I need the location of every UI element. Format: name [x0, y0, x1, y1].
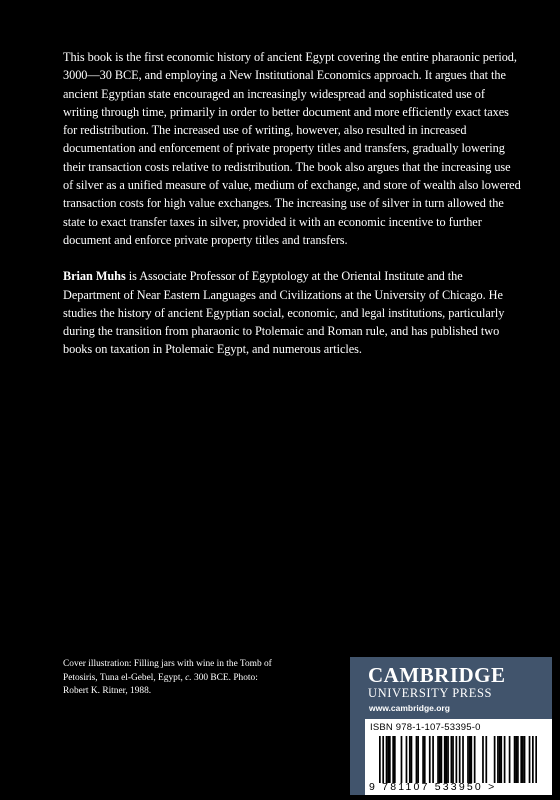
- barcode-bar: [529, 736, 531, 783]
- barcode-bar: [401, 736, 403, 783]
- barcode-bar: [522, 736, 524, 783]
- barcode-bar: [494, 736, 496, 783]
- barcode-bar: [429, 736, 431, 783]
- barcode-bar: [497, 736, 499, 783]
- barcode-bar: [386, 736, 388, 783]
- circa-abbr: c.: [185, 672, 192, 683]
- barcode-bar: [509, 736, 511, 783]
- barcode-bar: [500, 736, 502, 783]
- author-name: Brian Muhs: [63, 269, 126, 284]
- isbn-label: ISBN 978-1-107-53395-0: [370, 722, 481, 733]
- barcode-bar: [441, 736, 443, 783]
- barcode-bar: [387, 736, 389, 783]
- barcode-bar: [446, 736, 448, 783]
- barcode-bar: [515, 736, 517, 783]
- description-paragraph: This book is the first economic history of ancient Egypt covering the entire pharaonic period, 3000—30 BCE, and employing a New Institutional Economics approach. It argues that the ancient Egyptian state encouraged an increasingly widespread and sophisticated use of writing through time, primarily in order to better document and more efficiently exact taxes for redistribution. The increased use of writing, however, also resulted in increased documentation and enforcement of private property titles and transfers, gradually lowering their transaction costs relative to redistribution. The book also argues that the increasing use of silver as a unified measure of value, medium of exchange, and store of wealth also lowered transaction costs for high value exchanges. The increasing use of silver in turn allowed the state to exact transfer taxes in silver, provided it with an economic incentive to further document and enforce private property titles and transfers.: [63, 50, 521, 247]
- barcode-bar: [411, 736, 413, 783]
- author-paragraph: [63, 267, 523, 358]
- barcode-bar: [379, 736, 381, 783]
- barcode-bar: [514, 736, 516, 783]
- barcode-bar: [469, 736, 471, 783]
- barcode-bar: [524, 736, 526, 783]
- author-bio: is Associate Professor of Egyptology at the Oriental Institute and the Department of Near Eastern Languages and Civilizations at the University of Chicago. He studies the history of ancient Egyptian social, economic, and legal institutions, particularly during the transition from pharaonic to Ptolemaic and Roman rule, and has published two books on taxation in Ptolemaic Egypt, and numerous articles.: [63, 269, 505, 357]
- barcode-bar: [417, 736, 419, 783]
- barcode-bar: [485, 736, 487, 783]
- barcode-bar: [406, 736, 408, 783]
- barcode-bar: [439, 736, 441, 783]
- barcode-bar: [535, 736, 537, 783]
- barcode-bar: [532, 736, 534, 783]
- barcode-bar: [444, 736, 446, 783]
- credit-text-tail: 300 BCE. Photo: Robert K. Ritner, 1988.: [63, 672, 258, 697]
- barcode-bar: [482, 736, 484, 783]
- barcode-bar: [474, 736, 476, 783]
- barcode-bar: [416, 736, 418, 783]
- barcode-bar: [424, 736, 426, 783]
- barcode-bar: [452, 736, 454, 783]
- barcode-bar: [447, 736, 449, 783]
- barcode-bar: [382, 736, 384, 783]
- barcode-bar: [432, 736, 434, 783]
- barcode-panel: [365, 719, 552, 795]
- publisher-url: www.cambridge.org: [369, 703, 450, 713]
- barcode-bar: [459, 736, 461, 783]
- barcode-bar: [389, 736, 391, 783]
- barcode-bar: [462, 736, 464, 783]
- barcode-bar: [422, 736, 424, 783]
- publisher-name-line1: CAMBRIDGE: [368, 663, 506, 687]
- barcode-digits: 9 781107 533950 >: [369, 781, 497, 793]
- barcode-bar: [520, 736, 522, 783]
- barcode-image: [379, 736, 537, 783]
- barcode-bar: [451, 736, 453, 783]
- barcode-bar: [392, 736, 394, 783]
- barcode-bar: [409, 736, 411, 783]
- barcode-bar: [467, 736, 469, 783]
- back-cover-blurb: [63, 48, 523, 377]
- barcode-bar: [470, 736, 472, 783]
- credit-text: Cover illustration: Filling jars with wine in the Tomb of Petosiris, Tuna el-Gebel, Egypt,: [63, 659, 272, 683]
- barcode-bar: [456, 736, 458, 783]
- barcode-bar: [437, 736, 439, 783]
- cover-illustration-credit: [63, 658, 283, 699]
- publisher-box: [350, 657, 552, 795]
- barcode-bar: [517, 736, 519, 783]
- barcode-bar: [499, 736, 501, 783]
- publisher-name-line2: UNIVERSITY PRESS: [368, 686, 493, 700]
- barcode-bar: [504, 736, 506, 783]
- barcode-bar: [394, 736, 396, 783]
